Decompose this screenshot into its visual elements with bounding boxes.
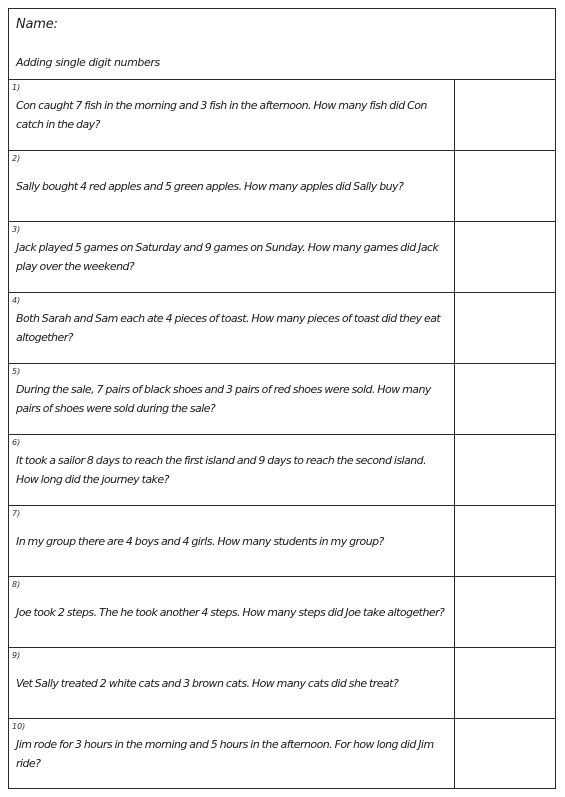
worksheet bbox=[8, 8, 556, 789]
question-text: Con caught 7 fish in the morning and 3 fish in the afternoon. How many fish did Con catch in the day? bbox=[16, 99, 427, 131]
question-text: Joe took 2 steps. The he took another 4 steps. How many steps did Joe take altogether? bbox=[16, 606, 445, 619]
question-row-8 bbox=[9, 577, 555, 648]
worksheet-subtitle: Adding single digit numbers bbox=[16, 56, 160, 69]
question-number: 5) bbox=[12, 367, 21, 376]
question-number: 7) bbox=[12, 509, 21, 518]
question-row-5 bbox=[9, 364, 555, 435]
question-row-3 bbox=[9, 222, 555, 293]
question-text: Both Sarah and Sam each ate 4 pieces of toast. How many pieces of toast did they eat altogether? bbox=[16, 312, 441, 344]
name-label: Name: bbox=[16, 17, 58, 32]
answer-box[interactable] bbox=[455, 364, 555, 434]
question-row-4 bbox=[9, 293, 555, 364]
question-text: Sally bought 4 red apples and 5 green apples. How many apples did Sally buy? bbox=[16, 180, 404, 193]
answer-box[interactable] bbox=[455, 80, 555, 150]
question-cell bbox=[9, 80, 455, 150]
question-row-6 bbox=[9, 435, 555, 506]
question-text: In my group there are 4 boys and 4 girls. How many students in my group? bbox=[16, 535, 384, 548]
question-row-9 bbox=[9, 648, 555, 719]
answer-box[interactable] bbox=[455, 506, 555, 576]
question-cell bbox=[9, 293, 455, 363]
question-row-10 bbox=[9, 719, 555, 789]
question-text: Jack played 5 games on Saturday and 9 games on Sunday. How many games did Jack play over the weekend? bbox=[16, 241, 439, 273]
question-number: 9) bbox=[12, 651, 21, 660]
answer-box[interactable] bbox=[455, 719, 555, 789]
answer-box[interactable] bbox=[455, 648, 555, 718]
answer-box[interactable] bbox=[455, 293, 555, 363]
question-text: During the sale, 7 pairs of black shoes and 3 pairs of red shoes were sold. How many pairs of shoes were sold during the sale? bbox=[16, 383, 431, 415]
answer-box[interactable] bbox=[455, 151, 555, 221]
question-number: 6) bbox=[12, 438, 21, 447]
question-number: 1) bbox=[12, 83, 21, 92]
question-number: 4) bbox=[12, 296, 21, 305]
question-row-1 bbox=[9, 80, 555, 151]
question-cell bbox=[9, 222, 455, 292]
question-text: Vet Sally treated 2 white cats and 3 brown cats. How many cats did she treat? bbox=[16, 677, 399, 690]
question-number: 3) bbox=[12, 225, 21, 234]
question-text: It took a sailor 8 days to reach the first island and 9 days to reach the second island. How long did the journey take? bbox=[16, 454, 427, 486]
question-cell bbox=[9, 435, 455, 505]
question-cell bbox=[9, 648, 455, 718]
answer-box[interactable] bbox=[455, 577, 555, 647]
question-cell bbox=[9, 151, 455, 221]
question-cell bbox=[9, 506, 455, 576]
question-cell bbox=[9, 719, 455, 789]
question-cell bbox=[9, 577, 455, 647]
question-number: 10) bbox=[12, 722, 26, 731]
question-number: 2) bbox=[12, 154, 21, 163]
question-number: 8) bbox=[12, 580, 21, 589]
question-cell bbox=[9, 364, 455, 434]
answer-box[interactable] bbox=[455, 222, 555, 292]
answer-box[interactable] bbox=[455, 435, 555, 505]
question-text: Jim rode for 3 hours in the morning and 5 hours in the afternoon. For how long did Jim ride? bbox=[16, 738, 434, 770]
question-row-7 bbox=[9, 506, 555, 577]
question-row-2 bbox=[9, 151, 555, 222]
worksheet-header bbox=[9, 9, 555, 80]
